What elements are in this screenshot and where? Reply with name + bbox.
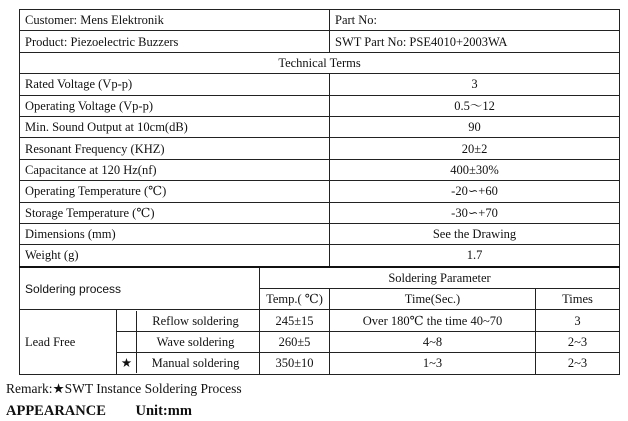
header-row-1 <box>20 10 620 31</box>
spec-param: Operating Voltage (Vp-p) <box>20 95 330 116</box>
spec-row <box>20 116 620 137</box>
section-title-row <box>20 52 620 73</box>
spec-value: 1.7 <box>330 245 620 267</box>
appearance-heading <box>6 403 192 420</box>
customer-cell: Customer: Mens Elektronik <box>20 10 330 31</box>
spec-value: -20∽+60 <box>330 181 620 202</box>
star-mark <box>117 332 137 352</box>
spec-param: Capacitance at 120 Hz(nf) <box>20 159 330 180</box>
spec-value: See the Drawing <box>330 223 620 244</box>
product-cell: Product: Piezoelectric Buzzers <box>20 31 330 52</box>
spec-param: Storage Temperature (℃) <box>20 202 330 223</box>
soldering-row <box>20 310 620 331</box>
soldering-method-cell <box>117 353 260 374</box>
column-time: Time(Sec.) <box>330 289 536 310</box>
spec-param: Operating Temperature (℃) <box>20 181 330 202</box>
part-no-cell: Part No: <box>330 10 620 31</box>
spec-param: Rated Voltage (Vp-p) <box>20 74 330 95</box>
soldering-temp: 260±5 <box>260 331 330 352</box>
spec-row <box>20 245 620 267</box>
soldering-method-cell <box>117 310 260 331</box>
spec-row <box>20 223 620 244</box>
spec-value: 3 <box>330 74 620 95</box>
soldering-parameter-header: Soldering Parameter <box>260 267 620 289</box>
soldering-times: 2~3 <box>536 353 620 374</box>
soldering-time: 1~3 <box>330 353 536 374</box>
soldering-times: 2~3 <box>536 331 620 352</box>
soldering-method: Reflow soldering <box>152 313 239 328</box>
soldering-time: 4~8 <box>330 331 536 352</box>
soldering-header-row <box>20 267 620 289</box>
soldering-method-cell <box>117 331 260 352</box>
section-title: Technical Terms <box>20 52 620 73</box>
appearance-label: APPEARANCE <box>6 403 106 419</box>
soldering-temp: 350±10 <box>260 353 330 374</box>
lead-free-label: Lead Free <box>20 310 117 374</box>
spec-value: -30∽+70 <box>330 202 620 223</box>
spec-table <box>19 9 620 375</box>
spec-row <box>20 181 620 202</box>
spec-param: Resonant Frequency (KHZ) <box>20 138 330 159</box>
swt-part-no-cell: SWT Part No: PSE4010+2003WA <box>330 31 620 52</box>
unit-label: Unit:mm <box>135 403 192 419</box>
spec-row <box>20 138 620 159</box>
soldering-temp: 245±15 <box>260 310 330 331</box>
header-row-2 <box>20 31 620 52</box>
spec-param: Min. Sound Output at 10cm(dB) <box>20 116 330 137</box>
soldering-method: Wave soldering <box>156 335 235 350</box>
spec-value: 20±2 <box>330 138 620 159</box>
star-mark: ★ <box>117 353 137 373</box>
spec-param: Dimensions (mm) <box>20 223 330 244</box>
column-times: Times <box>536 289 620 310</box>
spec-value: 90 <box>330 116 620 137</box>
spec-value: 400±30% <box>330 159 620 180</box>
spec-param: Weight (g) <box>20 245 330 267</box>
remark-text: Remark:★SWT Instance Soldering Process <box>6 381 242 396</box>
soldering-method: Manual soldering <box>151 356 240 371</box>
spec-row <box>20 74 620 95</box>
spec-row <box>20 159 620 180</box>
column-temp: Temp.( ℃) <box>260 289 330 310</box>
soldering-times: 3 <box>536 310 620 331</box>
spec-row <box>20 202 620 223</box>
soldering-time: Over 180℃ the time 40~70 <box>330 310 536 331</box>
star-mark <box>117 311 137 331</box>
spec-row <box>20 95 620 116</box>
soldering-process-label: Soldering process <box>20 267 260 310</box>
spec-value: 0.5～12 <box>330 95 620 116</box>
spec-sheet <box>19 9 619 375</box>
